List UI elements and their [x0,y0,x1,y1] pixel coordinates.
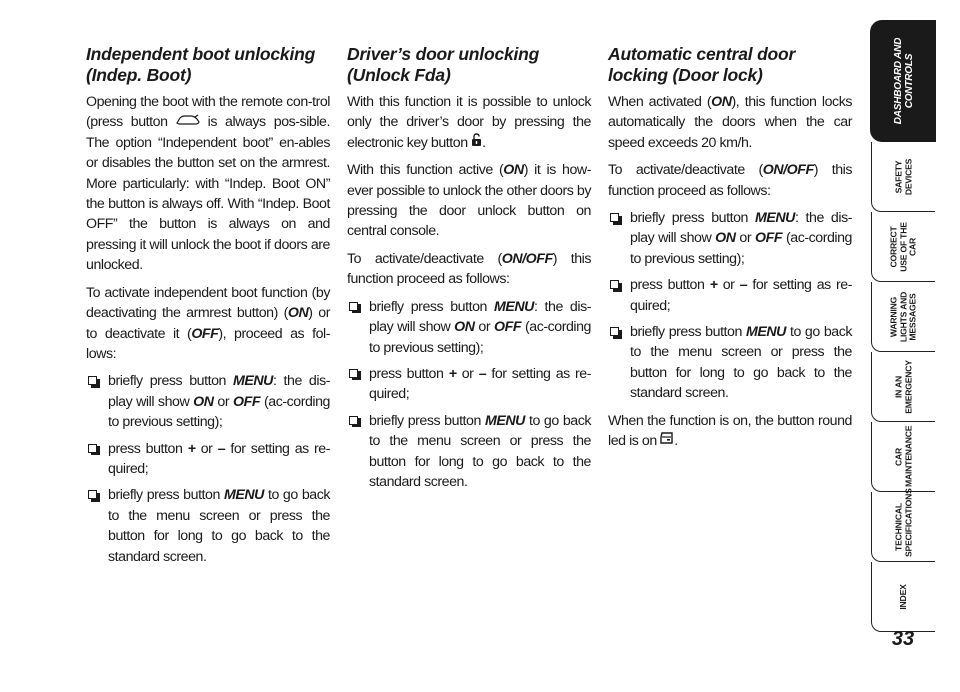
text: press button [630,277,710,294]
off-label: OFF [494,319,522,336]
text: or [456,365,479,382]
text: or [474,319,495,336]
text: : the dis-play will show [630,210,852,247]
on-label: ON [193,393,214,410]
checkbox-bullet-icon [349,302,358,311]
steps-list [86,371,330,567]
text: Opening the boot with the remote con-trol (press button [86,94,330,131]
tab-label: CAR MAINTENANCE [892,425,913,487]
paragraph [608,160,852,201]
paragraph [608,92,852,153]
text: to go back to the menu screen or press the button for long to go back to the standard screen. [630,324,852,402]
column-automatic-door-locking [608,44,852,459]
list-item [86,439,330,480]
checkbox-bullet-icon [88,376,97,385]
tab-label: TECHNICAL SPECIFICATIONS [892,487,913,557]
paragraph [347,249,591,290]
on-label: ON [287,305,309,322]
text: or [735,230,756,247]
tab-label: SAFETY DEVICES [892,158,913,195]
paragraph [347,92,591,153]
tab-label: CORRECT USE OF THE CAR [888,221,918,272]
off-label: OFF [191,325,219,342]
on-label: ON [503,162,524,179]
text: ) it is how-ever possible to unlock the other doors by pressing the door unlock button on central console. [347,162,591,240]
paragraph [86,283,330,365]
checkbox-bullet-icon [349,369,358,378]
list-item [347,297,591,358]
text: to go back to the menu screen or press the button for long to go back to the standard screen. [369,412,591,490]
plus-label: + [187,440,196,457]
text: ) this function proceed as follows: [608,162,852,199]
tab-dashboard-and-controls[interactable] [870,20,936,142]
text: With this function it is possible to unlock only the driver’s door by pressing the electronic key button [347,94,591,151]
checkbox-bullet-icon [610,280,619,289]
text: or [195,440,218,457]
menu-label: MENU [233,373,273,390]
menu-label: MENU [755,210,795,227]
list-item [86,371,330,432]
text: briefly press button [369,412,485,429]
tab-label: INDEX [897,583,908,610]
text: briefly press button [108,487,224,504]
text: With this function active ( [347,162,504,179]
section-tabs [871,20,960,692]
text: (ac-cording to previous setting); [369,319,591,356]
text: or [213,393,234,410]
menu-label: MENU [484,412,525,429]
menu-label: MENU [223,487,264,504]
tab-label: WARNING LIGHTS AND MESSAGES [888,291,918,342]
checkbox-bullet-icon [610,213,619,222]
checkbox-bullet-icon [610,327,619,336]
on-label: ON [454,319,475,336]
off-label: OFF [233,393,261,410]
paragraph [608,411,852,452]
tab-in-an-emergency[interactable] [871,352,935,422]
tab-safety-devices[interactable] [871,142,935,212]
text: ) or to deactivate it ( [86,305,330,342]
text: : the dis-play will show [108,373,330,410]
column-independent-boot [86,44,330,574]
paragraph [347,160,591,242]
list-item [608,208,852,269]
plus-label: + [448,365,457,382]
on-label: ON [711,94,732,110]
tab-technical-specifications[interactable] [871,487,935,562]
minus-label: – [478,365,487,382]
padlock-open-icon [471,133,482,153]
text: for setting as re-quired; [630,277,852,314]
text: To activate/deactivate ( [608,162,763,179]
text: for setting as re-quired; [369,365,591,403]
heading-independent-boot: Independent boot unlocking (Indep. Boot) [86,44,316,85]
text: . [482,134,486,151]
text: press button [108,440,188,457]
tab-label: IN AN EMERGENCY [892,359,913,414]
page-number: 33 [891,628,915,650]
text: briefly press button [369,298,494,315]
minus-label: – [739,277,748,294]
list-item [608,275,852,316]
on-label: ON [501,250,523,267]
on-label: ON [762,162,784,179]
text: ), proceed as fol-lows: [86,325,330,362]
column-driver-door-unlocking [347,44,591,499]
minus-label: – [217,440,226,457]
text: for setting as re-quired; [108,440,330,477]
off-label: OFF [525,250,553,267]
text: or [717,277,740,294]
checkbox-bullet-icon [88,490,97,499]
list-item [347,364,591,405]
text: : the dis-play will show [369,298,591,336]
text: briefly press button [630,324,746,341]
heading-automatic-door-locking: Automatic central door locking (Door lock) [608,44,796,85]
tab-warning-lights-and-messages[interactable] [871,282,935,352]
text: To activate/deactivate ( [347,250,502,267]
text: is always pos-sible. The option “Independent boot” en-ables or disables the button set on the armrest. More particularly: with “Indep. Boot ON” the button is always off. With “Indep. Boot OFF” the button is always on and pressing it will unlock the boot if doors are unlocked. [86,114,330,274]
text: (ac-cording to previous setting); [630,230,852,267]
off-label: OFF [755,230,783,247]
list-item [86,485,330,567]
menu-label: MENU [494,298,534,315]
tab-index[interactable] [871,562,935,632]
text: (ac-cording to previous setting); [108,393,330,431]
text: to go back to the menu screen or press the button for long to go back to the standard screen. [108,487,330,565]
text: To activate independent boot function (by deactivating the armrest button) ( [86,284,330,322]
heading-driver-door-unlocking: Driver’s door unlocking (Unlock Fda) [347,44,540,85]
checkbox-bullet-icon [349,416,358,425]
text: When the function is on, the button round led is on [608,412,852,450]
tab-car-maintenance[interactable] [871,422,935,492]
tab-correct-use-of-the-car[interactable] [871,212,935,282]
list-item [608,322,852,404]
tab-label: DASHBOARD AND CONTROLS [892,37,915,124]
text: ) this function proceed as follows: [347,250,591,288]
text: briefly press button [108,373,233,390]
off-label: OFF [786,162,814,179]
text: ), this function locks automatically the doors when the car speed exceeds 20 km/h. [608,94,852,151]
steps-list [347,297,591,493]
text: When activated ( [608,94,712,110]
separator: / [522,250,526,267]
on-label: ON [715,230,736,247]
paragraph [86,92,330,276]
text: press button [369,365,449,382]
plus-label: + [709,277,718,294]
text: briefly press button [630,210,755,227]
checkbox-bullet-icon [88,444,97,453]
car-boot-icon [176,112,200,132]
separator: / [783,162,787,179]
door-lock-icon [660,431,674,451]
steps-list [608,208,852,404]
list-item [347,411,591,493]
menu-label: MENU [745,324,786,341]
text: . [674,433,678,450]
